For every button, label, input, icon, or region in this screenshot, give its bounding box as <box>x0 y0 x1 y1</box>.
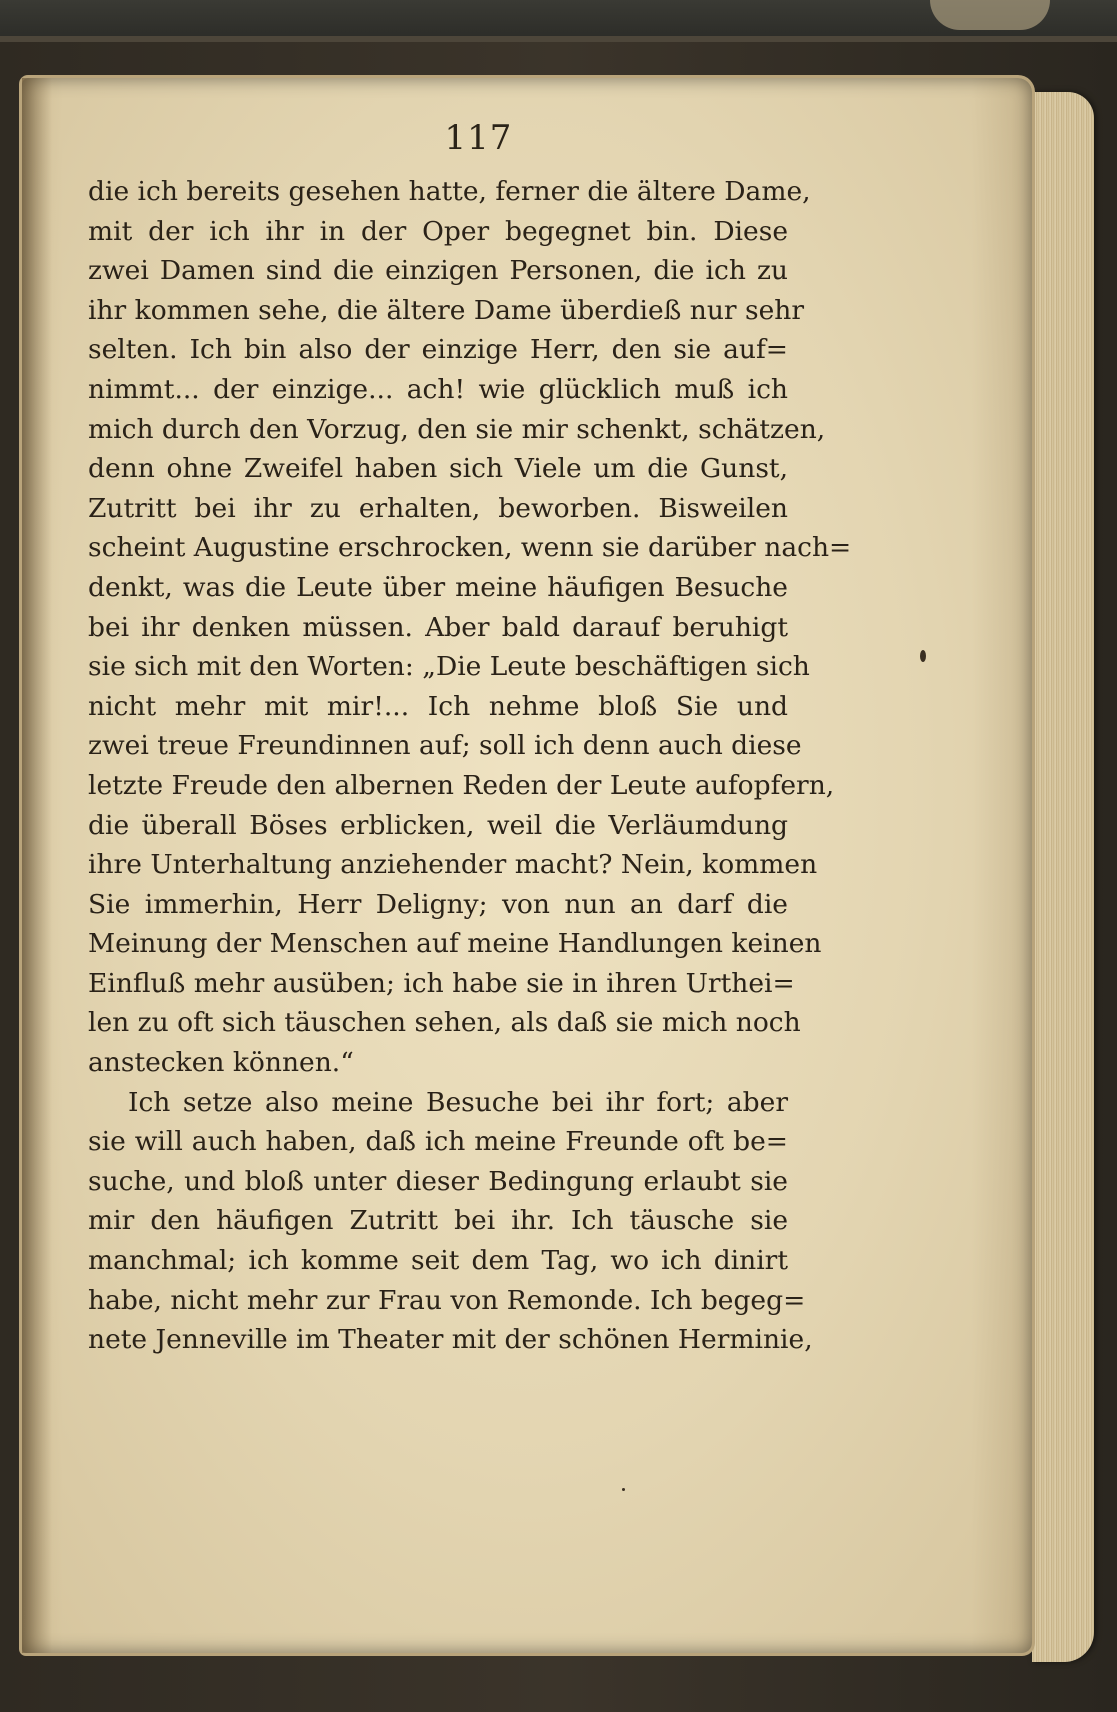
text-line: nimmt... der einzige... ach! wie glücklich muß ich <box>88 373 788 405</box>
text-line: ihre Unterhaltung anziehender macht? Nein, kommen <box>88 849 818 881</box>
text-line: zwei treue Freundinnen auf; soll ich denn auch diese <box>88 730 802 762</box>
ink-speck <box>622 1488 625 1491</box>
text-line: nicht mehr mit mir!... Ich nehme bloß Sie und <box>88 690 788 722</box>
page-text <box>88 172 852 1360</box>
text-line: sie will auch haben, daß ich meine Freunde oft be= <box>88 1126 788 1158</box>
ink-speck <box>920 650 926 662</box>
text-line: denkt, was die Leute über meine häufigen Besuche <box>88 571 788 603</box>
text-line: mich durch den Vorzug, den sie mir schenkt, schätzen, <box>88 413 826 445</box>
text-line: selten. Ich bin also der einzige Herr, den sie auf= <box>88 334 788 366</box>
text-line: die ich bereits gesehen hatte, ferner die ältere Dame, <box>88 176 811 207</box>
text-line: len zu oft sich täuschen sehen, als daß sie mich noch <box>88 1007 801 1039</box>
text-line: Einfluß mehr ausüben; ich habe sie in ihren Urthei= <box>88 967 795 999</box>
text-line: habe, nicht mehr zur Frau von Remonde. Ich begeg= <box>88 1284 806 1316</box>
page-number: 117 <box>444 118 513 158</box>
text-line: mir den häufigen Zutritt bei ihr. Ich täusche sie <box>88 1205 788 1237</box>
text-line: bei ihr denken müssen. Aber bald darauf beruhigt <box>88 611 788 643</box>
page-stack-edge <box>1032 92 1094 1662</box>
text-line: denn ohne Zweifel haben sich Viele um die Gunst, <box>88 453 788 485</box>
text-line: die überall Böses erblicken, weil die Verläumdung <box>88 809 788 841</box>
text-line: zwei Damen sind die einzigen Personen, die ich zu <box>88 255 788 287</box>
text-line: nete Jenneville im Theater mit der schönen Herminie, <box>88 1324 813 1356</box>
text-line: suche, und bloß unter dieser Bedingung erlaubt sie <box>88 1165 788 1197</box>
text-line: sie sich mit den Worten: „Die Leute beschäftigen sich <box>88 651 810 683</box>
text-line: manchmal; ich komme seit dem Tag, wo ich dinirt <box>88 1245 788 1277</box>
text-line: anstecken können.“ <box>88 1047 354 1079</box>
page-gutter-shadow <box>22 78 52 1653</box>
text-line: Zutritt bei ihr zu erhalten, beworben. Bisweilen <box>88 492 788 524</box>
text-line: letzte Freude den albernen Reden der Leute aufopfern, <box>88 769 835 801</box>
text-line: scheint Augustine erschrocken, wenn sie darüber nach= <box>88 532 852 564</box>
text-line: ihr kommen sehe, die ältere Dame überdieß nur sehr <box>88 294 805 326</box>
text-line: Meinung der Menschen auf meine Handlungen keinen <box>88 928 822 960</box>
text-line: Sie immerhin, Herr Deligny; von nun an darf die <box>88 888 788 920</box>
text-line: Ich setze also meine Besuche bei ihr fort; aber <box>128 1086 788 1118</box>
text-line: mit der ich ihr in der Oper begegnet bin. Diese <box>88 215 788 247</box>
